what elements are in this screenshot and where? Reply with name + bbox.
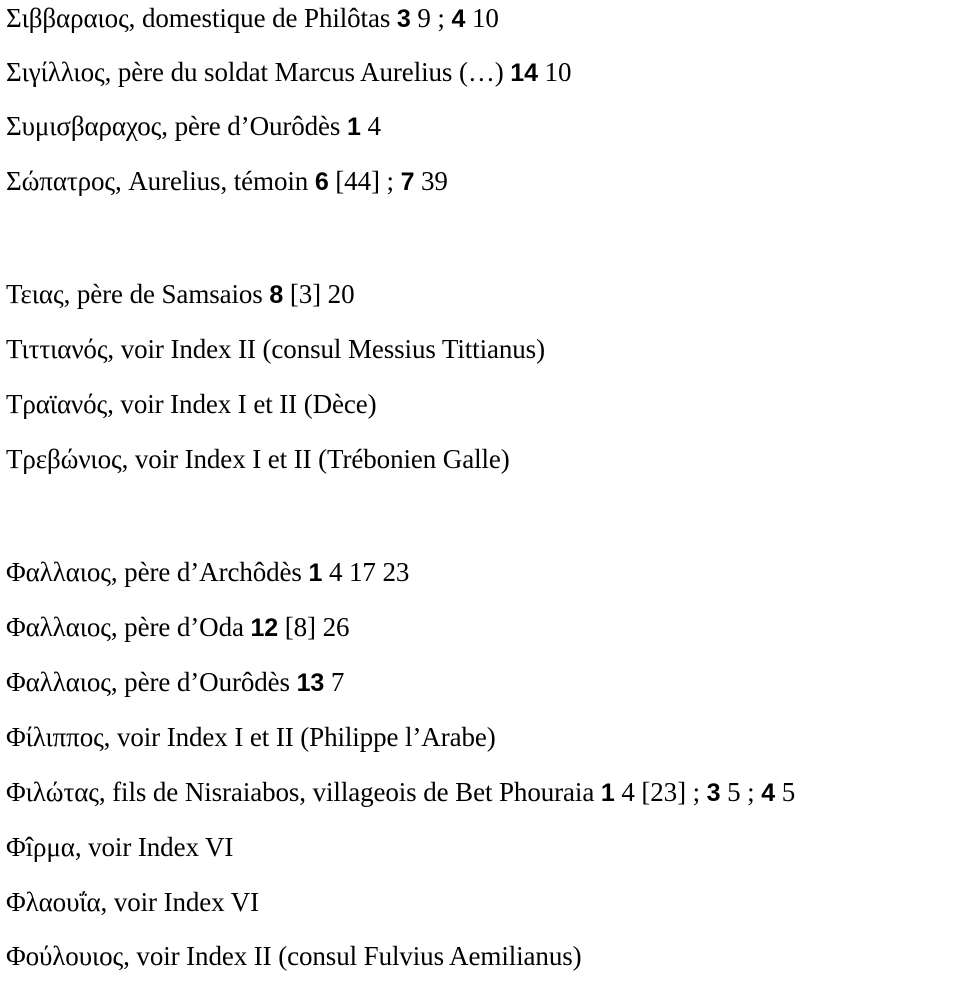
index-entry [6,887,259,917]
index-entry [6,557,409,588]
entry-text: Φîρμα, voir Index VI [6,832,234,862]
document-reference: 1 [308,559,323,587]
index-entry [6,612,349,643]
document-reference: 6 [314,168,329,196]
document-reference: 13 [296,669,325,697]
entry-text: 4 [23] ; [614,777,707,807]
document-reference: 4 [761,779,776,807]
entry-text: 7 [324,667,345,697]
entry-text: [3] 20 [283,279,355,309]
entry-text: [44] ; [328,166,401,196]
entry-text: Σώπατρος, Aurelius, témoin [6,166,315,196]
entry-text: Σιγίλλιος, père du soldat Marcus Aurelius (…) [6,57,511,87]
entry-text: Φαλλαιος, père d’Oda [6,612,251,642]
entry-text: Τρεβώνιος, voir Index I et II (Trébonien Galle) [6,444,510,474]
entry-text: 10 [465,3,499,33]
index-entry [6,57,571,88]
document-reference: 1 [347,113,361,141]
document-reference: 7 [400,168,415,196]
document-reference: 4 [451,5,466,33]
entry-text: Τιττιανός, voir Index II (consul Messius Tittianus) [6,334,545,364]
entry-text: 5 [775,777,796,807]
index-entry [6,389,377,419]
entry-text: 4 17 23 [322,557,410,587]
entry-text: Φούλουιος, voir Index II (consul Fulvius Aemilianus) [6,941,582,971]
entry-text: Συμισβαραχος, père d’Ourôdès [6,111,347,141]
entry-text: Φλαουΐα, voir Index VI [6,887,260,917]
index-entry [6,334,545,364]
index-entry [6,667,344,698]
entry-text: Τραϊανός, voir Index I et II (Dèce) [6,389,377,419]
entry-text: Φαλλαιος, père d’Archôdès [6,557,309,587]
document-reference: 12 [250,614,279,642]
entry-text: Σιββαραιος, domestique de Philôtas [6,3,397,33]
index-entry [6,941,582,971]
document-reference: 8 [269,281,284,309]
index-entry [6,3,499,34]
entry-text: 5 ; [720,777,762,807]
entry-text: 9 ; [410,3,452,33]
entry-text: 39 [414,166,448,196]
index-entry [6,444,510,474]
index-entry [6,166,448,197]
document-reference: 3 [396,5,411,33]
index-entry [6,722,496,752]
index-entry [6,111,381,142]
document-reference: 3 [706,779,721,807]
entry-text: Τειας, père de Samsaios [6,279,270,309]
entry-text: Φαλλαιος, père d’Ourôdès [6,667,297,697]
entry-text: Φίλιππος, voir Index I et II (Philippe l’Arabe) [6,722,496,752]
index-entry [6,279,354,310]
document-reference: 1 [600,779,615,807]
entry-text: 10 [537,57,572,87]
index-entry [6,832,233,862]
entry-text: [8] 26 [278,612,350,642]
entry-text: 4 [360,111,381,141]
index-entry [6,777,795,808]
entry-text: Φιλώτας, fils de Nisraiabos, villageois de Bet Phouraia [6,777,601,807]
document-reference: 14 [510,59,538,87]
